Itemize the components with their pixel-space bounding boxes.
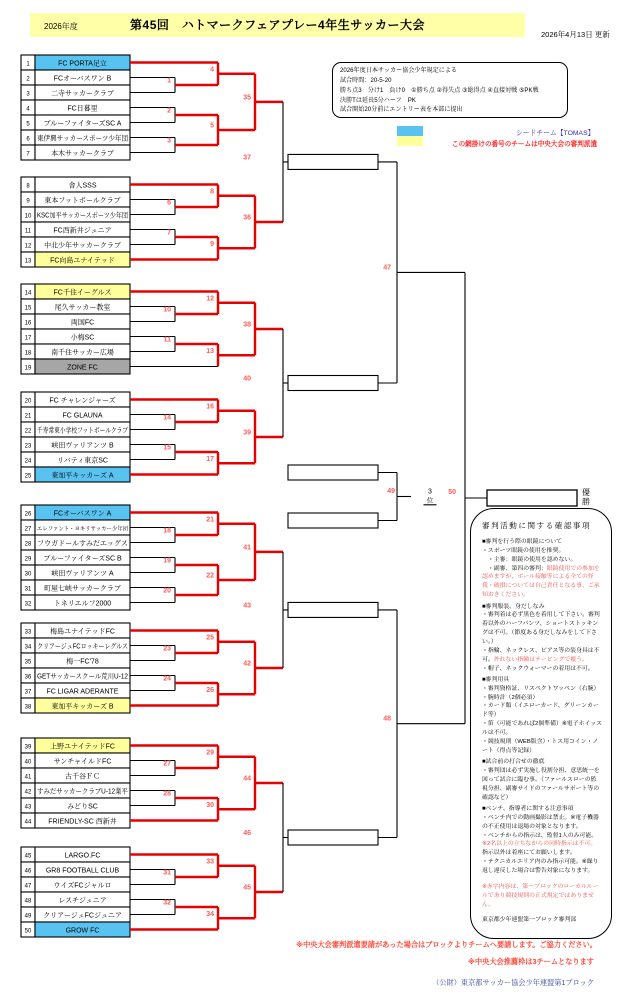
match-number: 18 bbox=[163, 527, 171, 535]
team-number: 35 bbox=[24, 659, 32, 666]
match-number: 29 bbox=[206, 749, 214, 757]
team-name: FC LIGAR ADERANTE bbox=[46, 688, 119, 696]
team-name: ブルーファイターズSC A bbox=[43, 120, 122, 128]
team-name: 梅島ユナイテッドFC bbox=[50, 628, 115, 636]
match-number: 42 bbox=[243, 660, 251, 668]
team-number: 4 bbox=[26, 106, 30, 113]
match-number: 26 bbox=[206, 686, 214, 694]
team-name: 峡田ヴァリアンツ B bbox=[51, 442, 114, 450]
referee-panel-line bbox=[482, 814, 602, 832]
team-number: 28 bbox=[24, 541, 32, 548]
match-number: 35 bbox=[243, 94, 251, 102]
team-number: 6 bbox=[26, 136, 30, 143]
referee-rule-text: ■審判を行う際の眼鏡について bbox=[482, 539, 563, 545]
referee-rule-red-text: ※2名以上の立ちながらの同時指示は不可。 bbox=[482, 841, 597, 848]
rules-box-line: 試合時間：20-5-20 bbox=[340, 76, 392, 84]
team-name: 峡田ヴァリアンツ A bbox=[51, 570, 114, 578]
referee-rule-text: ・副審、第四の審判： bbox=[482, 565, 547, 572]
updated-date: 2026年4月13日 更新 bbox=[541, 30, 610, 39]
team-name: 本木サッカークラブ bbox=[51, 150, 114, 158]
match-number: 9 bbox=[210, 240, 214, 248]
rules-box-line: 試合開始20分前にエントリー表を本部に提出 bbox=[340, 106, 463, 114]
team-name: FCオーバスワン A bbox=[53, 510, 112, 518]
team-name: クリアージュFCジュニア bbox=[43, 912, 122, 920]
team-name: FRIENDLY-SC 西新井 bbox=[48, 818, 117, 826]
team-number: 8 bbox=[26, 183, 30, 190]
team-name: 南千住サッカー広場 bbox=[51, 349, 114, 357]
team-number: 23 bbox=[24, 443, 32, 450]
team-name: GETサッカースクール荒川U-12 bbox=[37, 673, 136, 681]
match-number: 2 bbox=[167, 107, 171, 115]
team-name: 小梅SC bbox=[70, 334, 95, 342]
team-number: 36 bbox=[24, 674, 32, 681]
match-number: 43 bbox=[243, 602, 251, 610]
third-place-box bbox=[288, 513, 378, 528]
referee-rule-text: ・主審：眼鏡の使用を認めない。 bbox=[482, 556, 577, 563]
match-number: 17 bbox=[206, 455, 214, 463]
match-number: 7 bbox=[167, 229, 171, 237]
referee-panel-line bbox=[482, 694, 602, 703]
team-name: 古千谷ＦＣ bbox=[65, 773, 100, 781]
team-name: GROW FC bbox=[65, 927, 100, 935]
match-number: 8 bbox=[210, 188, 214, 196]
team-number: 18 bbox=[24, 350, 32, 357]
match-number: 5 bbox=[210, 122, 214, 130]
team-name: 両国FC bbox=[70, 319, 95, 327]
match-number: 6 bbox=[167, 199, 171, 207]
referee-rule-text: ・指輪、ネックレス、ピアス等の装身具は不可。 bbox=[482, 647, 600, 663]
referee-rule-text: 東京都少年連盟第一ブロック審判部 bbox=[482, 917, 577, 924]
footer-referee-request-note: ※中央大会審判派遣要請があった場合はブロックよりチームへ要請します。ご協力ください。 bbox=[296, 940, 597, 949]
referee-rule-text: ■試合前の打合せの徹底 bbox=[482, 759, 545, 766]
team-name: FC日暮里 bbox=[67, 105, 98, 113]
referee-panel-line bbox=[482, 676, 602, 685]
match-number: 39 bbox=[243, 429, 251, 437]
legend-seed-label: シードチーム【TOMAS】 bbox=[516, 130, 595, 137]
referee-rule-text: ・カード類（イエローカード、グリーンカード等） bbox=[482, 703, 599, 719]
team-number: 41 bbox=[24, 774, 32, 781]
referee-panel-line bbox=[482, 611, 602, 646]
page-title: 第45回 ハトマークフェアプレー4年生サッカー大会 bbox=[130, 18, 425, 32]
referee-rule-text: ・審判団は必ず実施し役割分担、意思統一を図って試合に臨む事。（ファールスローの監視分担、副審サイドのファールサポート等の確認など） bbox=[482, 767, 600, 801]
match-number: 10 bbox=[163, 306, 171, 314]
team-number: 42 bbox=[24, 789, 32, 796]
team-number: 12 bbox=[24, 243, 32, 250]
match-number: 15 bbox=[163, 444, 171, 452]
team-number: 3 bbox=[26, 91, 30, 98]
team-name: FC千住イーグルス bbox=[53, 289, 112, 297]
team-name: LARGO.FC bbox=[64, 852, 101, 860]
team-number: 33 bbox=[24, 629, 32, 636]
match-number: 19 bbox=[163, 557, 171, 565]
match-number: 41 bbox=[243, 544, 251, 552]
team-number: 38 bbox=[24, 704, 32, 711]
match-number: 40 bbox=[243, 375, 251, 383]
team-name: ブルーファイターズSC B bbox=[43, 555, 122, 563]
referee-rule-red-text: 外れない指輪はテーピングで覆う。 bbox=[493, 656, 588, 663]
team-number: 20 bbox=[24, 398, 32, 405]
team-number: 44 bbox=[24, 819, 32, 826]
referee-panel-line bbox=[482, 647, 602, 665]
match-number: 16 bbox=[206, 403, 214, 411]
team-number: 37 bbox=[24, 689, 32, 696]
match-number: 31 bbox=[163, 869, 171, 877]
match-number: 27 bbox=[163, 760, 171, 768]
match-number: 1 bbox=[167, 77, 171, 85]
team-number: 29 bbox=[24, 556, 32, 563]
match-number: 24 bbox=[163, 675, 171, 683]
team-name: みどりSC bbox=[67, 803, 98, 811]
footer-recommendation-note: ※中央大会推薦枠は3チームとなります bbox=[468, 957, 594, 966]
match-number: 4 bbox=[210, 66, 214, 74]
team-name: FC チャレンジャーズ bbox=[49, 397, 116, 405]
match-number: 48 bbox=[383, 715, 391, 723]
match-number: 38 bbox=[243, 321, 251, 329]
match-number: 14 bbox=[163, 414, 171, 422]
winner-box bbox=[288, 830, 378, 845]
referee-rule-text: ・ベンチ内での動画撮影は禁止。※電子機器の不正使用は退場の対象となります。 bbox=[482, 814, 599, 830]
rules-box-line: 2026年度日本サッカー協会少年規定による bbox=[340, 67, 458, 74]
referee-rule-text: ■ベンチ、指導者に関する注意事項 bbox=[482, 805, 574, 812]
match-number: 23 bbox=[163, 645, 171, 653]
referee-panel-line bbox=[482, 832, 602, 859]
team-name: 東加平キッカーズ B bbox=[51, 703, 114, 711]
referee-rule-text: 指示以外は着座にてお願いします。 bbox=[482, 850, 576, 857]
match-number: 45 bbox=[243, 884, 251, 892]
champion-box bbox=[487, 490, 577, 506]
referee-panel-line bbox=[482, 603, 602, 612]
team-number: 27 bbox=[24, 526, 32, 533]
referee-rule-text: ・スポーツ眼鏡の使用を推奨。 bbox=[482, 547, 565, 554]
team-name: 上野ユナイテッドFC bbox=[50, 743, 115, 751]
match-number: 50 bbox=[448, 489, 456, 496]
referee-panel-title: 審判活動に関する確認事項 bbox=[482, 521, 592, 530]
referee-panel-line bbox=[482, 758, 602, 767]
referee-rule-red-text: 眼鏡使用での参加を認めますが、ボール接触等による全ての怪我・破損については自己責任となる事、ご承知おきください。 bbox=[482, 565, 600, 599]
referee-panel-line bbox=[482, 565, 602, 600]
team-name: クリアージュFCロッキーレグルス bbox=[37, 643, 144, 651]
match-number: 36 bbox=[243, 214, 251, 222]
match-number: 22 bbox=[206, 572, 214, 580]
team-number: 31 bbox=[24, 586, 32, 593]
referee-rule-text: ・ベンチからの指示は、監督1人のみ可能。 bbox=[482, 832, 598, 839]
team-name: GR8 FOOTBALL CLUB bbox=[45, 867, 120, 875]
referee-rule-text: ・腕時計（2個必須） bbox=[482, 694, 539, 701]
match-number: 30 bbox=[206, 801, 214, 809]
team-name: 二寺サッカークラブ bbox=[51, 90, 114, 98]
team-name: サンチャイルドFC bbox=[53, 758, 112, 766]
team-number: 17 bbox=[24, 335, 32, 342]
team-number: 32 bbox=[24, 601, 32, 608]
match-number: 13 bbox=[206, 347, 214, 355]
referee-panel-line bbox=[482, 805, 602, 814]
team-number: 47 bbox=[24, 883, 32, 890]
match-number: 20 bbox=[163, 587, 171, 595]
team-number: 11 bbox=[24, 228, 32, 235]
referee-panel-line bbox=[482, 547, 602, 556]
referee-panel-line bbox=[482, 685, 602, 694]
team-number: 13 bbox=[24, 258, 32, 265]
referee-rule-text: ■審判服装、身だしなみ bbox=[482, 603, 545, 610]
match-number: 11 bbox=[163, 336, 171, 344]
referee-panel bbox=[470, 508, 612, 939]
match-number: 34 bbox=[206, 910, 214, 918]
team-name: 千寿常東小学校フットボールクラブ bbox=[37, 427, 149, 435]
team-number: 45 bbox=[24, 853, 32, 860]
rules-box-line: 決勝Tは延長5分ハーフ PK bbox=[340, 96, 416, 104]
team-name: FCオーバスワン B bbox=[53, 75, 112, 83]
referee-panel-line bbox=[482, 538, 602, 547]
referee-panel-line bbox=[482, 665, 602, 674]
team-name: すみだサッカークラブU-12業平 bbox=[37, 788, 137, 796]
winner-box bbox=[288, 376, 378, 391]
match-number: 33 bbox=[206, 858, 214, 866]
team-name: ウイズFCジャルロ bbox=[53, 882, 112, 890]
footer-organization: （公財）東京都サッカー協会少年連盟第1ブロック bbox=[432, 978, 594, 987]
team-number: 9 bbox=[26, 198, 30, 205]
season-label: 2026年度 bbox=[44, 22, 78, 31]
match-number: 3 bbox=[167, 137, 171, 145]
team-number: 26 bbox=[24, 511, 32, 518]
match-number: 49 bbox=[387, 488, 395, 495]
winner-box bbox=[288, 602, 378, 617]
third-place-label: 3 bbox=[428, 488, 432, 496]
team-name: 町屋七峡サッカークラブ bbox=[44, 585, 121, 593]
team-name: ZONE FC bbox=[67, 364, 98, 372]
team-name: FC PORTA足立 bbox=[58, 60, 107, 68]
referee-rule-text: ・審判資格証、リスペクトワッペン（右腕） bbox=[482, 685, 600, 692]
match-number: 47 bbox=[383, 264, 391, 272]
winner-box bbox=[288, 154, 378, 169]
referee-panel-line bbox=[482, 720, 602, 738]
team-name: 中北少年サッカークラブ bbox=[44, 242, 121, 250]
team-number: 16 bbox=[24, 320, 32, 327]
team-number: 2 bbox=[26, 76, 30, 83]
rules-box-line: 勝ち点3 分け1 負け0 ①勝ち点 ②得失点 ③総得点 ④直接対戦 ⑤PK戦 bbox=[340, 86, 539, 94]
referee-panel-line bbox=[482, 767, 602, 802]
referee-rule-text: ・帽子、ネックウォーマーの着用は不可。 bbox=[482, 665, 594, 672]
team-name: KSC加平サッカースポーツ少年団 bbox=[37, 212, 142, 220]
match-number: 46 bbox=[243, 830, 251, 837]
team-number: 19 bbox=[24, 365, 32, 372]
team-number: 21 bbox=[24, 413, 32, 420]
champion-label: 優 bbox=[582, 488, 590, 497]
team-number: 24 bbox=[24, 458, 32, 465]
referee-panel-line bbox=[482, 916, 602, 925]
referee-panel-line bbox=[482, 702, 602, 720]
team-name: フウガドールすみだエッグス bbox=[37, 540, 128, 548]
team-number: 10 bbox=[24, 213, 32, 220]
team-number: 50 bbox=[24, 928, 32, 935]
team-number: 48 bbox=[24, 898, 32, 905]
team-number: 49 bbox=[24, 913, 32, 920]
legend-referee-note: この網掛けの番号のチームは中央大会の審判派遣 bbox=[452, 141, 598, 148]
third-place-label: 位 bbox=[426, 497, 434, 505]
team-number: 46 bbox=[24, 868, 32, 875]
team-number: 7 bbox=[26, 151, 30, 158]
champion-label: 勝 bbox=[582, 497, 590, 507]
team-number: 1 bbox=[26, 61, 30, 68]
team-name: 東本フットボールクラブ bbox=[44, 197, 121, 205]
referee-panel-line bbox=[482, 883, 602, 910]
team-number: 5 bbox=[26, 121, 30, 128]
team-name: 東加平キッカーズ A bbox=[51, 472, 114, 480]
team-number: 15 bbox=[24, 305, 32, 312]
referee-panel-line bbox=[482, 858, 602, 876]
team-name: レスチジュニア bbox=[58, 897, 107, 905]
match-number: 12 bbox=[206, 295, 214, 303]
team-name: 東伊興サッカースポーツ少年団 bbox=[37, 135, 135, 143]
team-number: 43 bbox=[24, 804, 32, 811]
match-number: 44 bbox=[243, 775, 251, 783]
referee-panel-line bbox=[482, 738, 602, 756]
referee-rule-text: ・笛（可能であれば2個準備）※電子ホイッスルは不可。 bbox=[482, 721, 603, 737]
team-name: FC西新井ジュニア bbox=[53, 227, 112, 235]
team-name: FC GLAUNA bbox=[62, 412, 103, 420]
team-name: 梅一FC'78 bbox=[66, 658, 99, 666]
team-name: 舎人SSS bbox=[68, 182, 97, 190]
team-number: 30 bbox=[24, 571, 32, 578]
referee-rule-text: ■審判用具 bbox=[482, 676, 510, 683]
team-number: 25 bbox=[24, 473, 32, 480]
team-number: 22 bbox=[24, 428, 32, 435]
match-number: 25 bbox=[206, 634, 214, 642]
team-name: エレファント・ヨキリサッカー少年団 bbox=[37, 526, 136, 533]
referee-rule-red-text: ※赤字内容は、第一ブロックのローカルルールであり競技規則の正式規定ではありません。 bbox=[482, 883, 599, 908]
team-number: 34 bbox=[24, 644, 32, 651]
referee-rule-text: ・審判着は必ず黒色を着用して下さい。審判着以外のハーフパンツ、ショートストッキングは不可。（節度ある身だしなみをして下さい。） bbox=[482, 612, 600, 645]
match-number: 21 bbox=[206, 516, 214, 524]
team-number: 14 bbox=[24, 290, 32, 297]
team-number: 39 bbox=[24, 744, 32, 751]
match-number: 28 bbox=[163, 790, 171, 798]
team-name: トネリエルフ2000 bbox=[53, 600, 112, 608]
team-number: 40 bbox=[24, 759, 32, 766]
team-name: FC向島ユナイテッド bbox=[50, 257, 115, 265]
referee-panel-line bbox=[482, 556, 602, 565]
match-number: 37 bbox=[243, 154, 251, 162]
referee-panel-body bbox=[482, 538, 602, 925]
team-name: リバティ東京SC bbox=[57, 457, 108, 465]
referee-rule-text: ・競技規則（WEB版含）・トス用コイン・ノート（得点等記録） bbox=[482, 738, 599, 754]
referee-rule-text: ・テクニカルエリア内のみ指示可能。※繰り返し違反した場合は警告対象になります。 bbox=[482, 859, 599, 874]
match-number: 32 bbox=[163, 899, 171, 907]
team-name: 尾久サッカー教室 bbox=[54, 304, 111, 312]
third-place-box bbox=[288, 465, 378, 480]
